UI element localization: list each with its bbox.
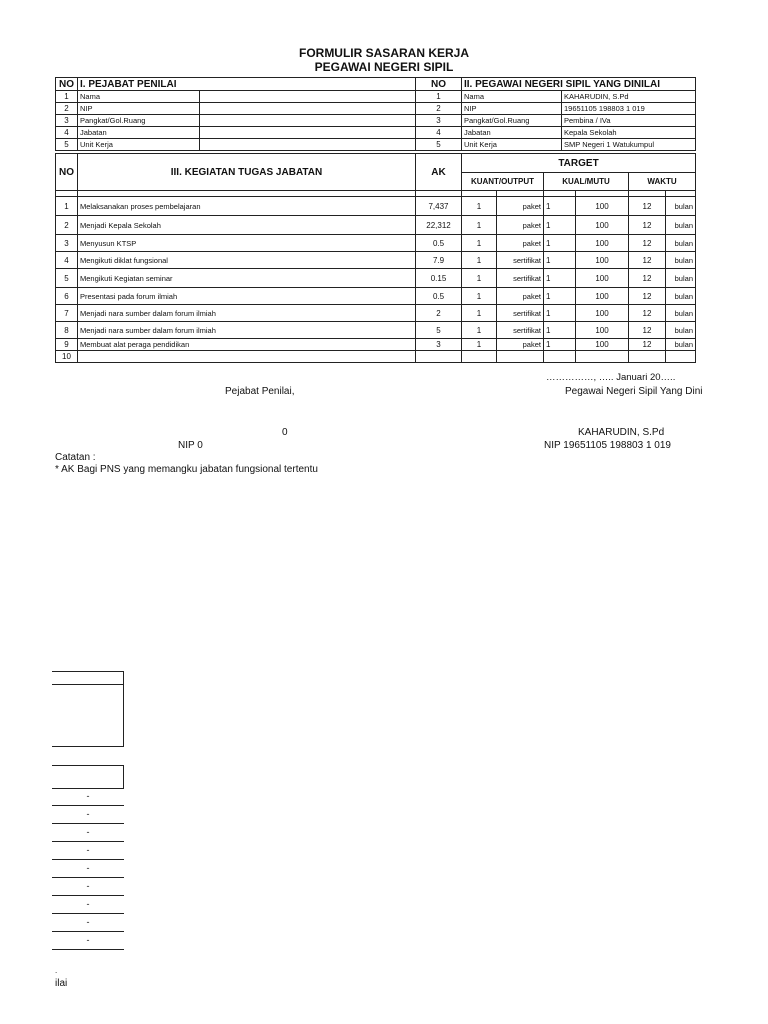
activity-mutu-a: 1 [544, 305, 576, 322]
activity-time: 12 [629, 339, 666, 351]
s1-row-value [200, 115, 416, 127]
activity-name: Menjadi nara sumber dalam forum ilmiah [78, 305, 416, 322]
activity-row [56, 339, 696, 351]
s1-row-label: Unit Kerja [78, 139, 200, 151]
activity-name: Mengikuti diklat fungsional [78, 252, 416, 269]
activity-time-unit: bulan [666, 305, 696, 322]
activity-name: Membuat alat peraga pendidikan [78, 339, 416, 351]
notes-line: * AK Bagi PNS yang memangku jabatan fungsional tertentu [55, 464, 318, 475]
activity-qty: 1 [462, 252, 497, 269]
officials-row [56, 139, 696, 151]
activity-time: 12 [629, 252, 666, 269]
activity-row [56, 252, 696, 269]
activity-ak: 0.15 [416, 269, 462, 288]
activity-no: 1 [56, 197, 78, 216]
activity-mutu-b: 100 [576, 322, 629, 339]
activity-mutu-a: 1 [544, 252, 576, 269]
activity-row [56, 322, 696, 339]
lower-fragment-box [52, 684, 124, 747]
waktu-header: WAKTU [629, 173, 696, 191]
activity-no: 3 [56, 235, 78, 252]
notes-label: Catatan : [55, 452, 96, 463]
activity-ak: 3 [416, 339, 462, 351]
activity-qty: 1 [462, 339, 497, 351]
activity-qty [462, 351, 497, 363]
s2-row-label: Pangkat/Gol.Ruang [462, 115, 562, 127]
activity-mutu-a: 1 [544, 216, 576, 235]
activity-name: Melaksanakan proses pembelajaran [78, 197, 416, 216]
activity-time-unit: bulan [666, 252, 696, 269]
activity-time: 12 [629, 305, 666, 322]
lower-dash-row: - [52, 824, 124, 842]
s2-row-no: 3 [416, 115, 462, 127]
kual-mutu-header: KUAL/MUTU [544, 173, 629, 191]
activity-no: 6 [56, 288, 78, 305]
activity-mutu-a: 1 [544, 288, 576, 305]
activity-qty: 1 [462, 322, 497, 339]
activity-time: 12 [629, 269, 666, 288]
activity-mutu-b: 100 [576, 252, 629, 269]
activity-mutu-a: 1 [544, 197, 576, 216]
s1-row-no: 2 [56, 103, 78, 115]
activity-qty: 1 [462, 235, 497, 252]
activity-mutu-a [544, 351, 576, 363]
activity-time [629, 351, 666, 363]
s1-row-label: Pangkat/Gol.Ruang [78, 115, 200, 127]
s2-row-value: Kepala Sekolah [562, 127, 696, 139]
s2-row-no: 4 [416, 127, 462, 139]
activity-mutu-a: 1 [544, 269, 576, 288]
activity-qty: 1 [462, 216, 497, 235]
lower-dash-row: - [52, 896, 124, 914]
activity-row [56, 269, 696, 288]
activity-ak: 0.5 [416, 288, 462, 305]
activity-row [56, 216, 696, 235]
form-title-line1: FORMULIR SASARAN KERJA [298, 46, 469, 60]
activity-mutu-a: 1 [544, 322, 576, 339]
activity-ak: 7.9 [416, 252, 462, 269]
officials-table [55, 77, 696, 151]
activity-rows [56, 197, 696, 363]
signature-date: ……………, ….. Januari 20….. [546, 372, 676, 383]
lower-fragment-box [52, 671, 124, 685]
activity-qty: 1 [462, 269, 497, 288]
activity-qty: 1 [462, 197, 497, 216]
activity-mutu-b [576, 351, 629, 363]
activity-no: 9 [56, 339, 78, 351]
activity-name: Menjadi nara sumber dalam forum ilmiah [78, 322, 416, 339]
activity-row [56, 288, 696, 305]
officials-row [56, 115, 696, 127]
activities-header-row [56, 154, 696, 173]
target-header: TARGET [462, 154, 696, 173]
activity-mutu-a: 1 [544, 339, 576, 351]
s2-row-value: Pembina / IVa [562, 115, 696, 127]
activity-row [56, 235, 696, 252]
s2-row-label: NIP [462, 103, 562, 115]
section2-no-header: NO [416, 78, 462, 91]
activity-no: 4 [56, 252, 78, 269]
activity-name: Presentasi pada forum ilmiah [78, 288, 416, 305]
lower-dash-row: - [52, 788, 124, 806]
activity-time-unit: bulan [666, 197, 696, 216]
s2-row-no: 5 [416, 139, 462, 151]
section1-no-header: NO [56, 78, 78, 91]
left-signatory-nip: NIP 0 [178, 440, 203, 451]
s2-row-no: 1 [416, 91, 462, 103]
activity-unit: sertifikat [497, 269, 544, 288]
activity-mutu-b: 100 [576, 197, 629, 216]
lower-dash-row: - [52, 860, 124, 878]
lower-fragment-box [52, 765, 124, 789]
left-signatory-title: Pejabat Penilai, [225, 386, 295, 397]
officials-row [56, 103, 696, 115]
s2-row-value: 19651105 198803 1 019 [562, 103, 696, 115]
activity-row [56, 305, 696, 322]
activity-unit: sertifikat [497, 322, 544, 339]
section1-title: I. PEJABAT PENILAI [78, 78, 416, 91]
s1-row-no: 5 [56, 139, 78, 151]
lower-dash-row: - [52, 842, 124, 860]
s1-row-value [200, 127, 416, 139]
activity-name: Mengikuti Kegiatan seminar [78, 269, 416, 288]
s1-row-value [200, 103, 416, 115]
activity-row [56, 197, 696, 216]
officials-row [56, 127, 696, 139]
activity-time: 12 [629, 216, 666, 235]
s2-row-label: Nama [462, 91, 562, 103]
activity-unit: sertifikat [497, 305, 544, 322]
activity-mutu-b: 100 [576, 216, 629, 235]
activity-mutu-b: 100 [576, 269, 629, 288]
activity-mutu-a: 1 [544, 235, 576, 252]
s1-row-label: Nama [78, 91, 200, 103]
activity-mutu-b: 100 [576, 339, 629, 351]
activity-time-unit: bulan [666, 216, 696, 235]
right-signatory-title: Pegawai Negeri Sipil Yang Dini [565, 386, 703, 397]
activity-mutu-b: 100 [576, 305, 629, 322]
s2-row-value: KAHARUDIN, S.Pd [562, 91, 696, 103]
activity-unit: paket [497, 235, 544, 252]
lower-fragment-dot: . [55, 966, 58, 975]
activity-no: 10 [56, 351, 78, 363]
activity-time: 12 [629, 197, 666, 216]
activity-time-unit: bulan [666, 339, 696, 351]
activity-no: 8 [56, 322, 78, 339]
s1-row-no: 4 [56, 127, 78, 139]
activity-time-unit [666, 351, 696, 363]
section2-title: II. PEGAWAI NEGERI SIPIL YANG DINILAI [462, 78, 696, 91]
lower-dash-row: - [52, 878, 124, 896]
activity-no: 5 [56, 269, 78, 288]
kuant-output-header: KUANT/OUTPUT [462, 173, 544, 191]
form-title-line2: PEGAWAI NEGERI SIPIL [314, 60, 454, 74]
activity-time: 12 [629, 235, 666, 252]
activity-ak: 5 [416, 322, 462, 339]
activity-unit: sertifikat [497, 252, 544, 269]
activity-qty: 1 [462, 288, 497, 305]
activity-name: Menjadi Kepala Sekolah [78, 216, 416, 235]
activity-unit: paket [497, 216, 544, 235]
right-signatory-name: KAHARUDIN, S.Pd [578, 427, 665, 438]
lower-fragment-text: ilai [55, 978, 68, 989]
activities-table [55, 153, 696, 363]
activity-name [78, 351, 416, 363]
activity-time-unit: bulan [666, 269, 696, 288]
activity-ak: 22,312 [416, 216, 462, 235]
activity-time-unit: bulan [666, 288, 696, 305]
right-signatory-nip: NIP 19651105 198803 1 019 [544, 440, 671, 451]
activity-mutu-b: 100 [576, 288, 629, 305]
activity-ak [416, 351, 462, 363]
officials-header-row [56, 78, 696, 91]
left-signatory-name: 0 [282, 427, 288, 438]
activity-row [56, 351, 696, 363]
activity-unit: paket [497, 339, 544, 351]
activity-unit: paket [497, 197, 544, 216]
lower-dash-row: - [52, 914, 124, 932]
s2-row-label: Unit Kerja [462, 139, 562, 151]
lower-dash-row: - [52, 806, 124, 824]
activity-ak: 7,437 [416, 197, 462, 216]
s1-row-value [200, 91, 416, 103]
activity-time: 12 [629, 288, 666, 305]
s1-row-no: 3 [56, 115, 78, 127]
activity-ak: 0.5 [416, 235, 462, 252]
s1-row-no: 1 [56, 91, 78, 103]
lower-dash-list [52, 788, 124, 950]
activity-time-unit: bulan [666, 322, 696, 339]
activity-unit: paket [497, 288, 544, 305]
s1-row-label: Jabatan [78, 127, 200, 139]
lower-dash-row: - [52, 932, 124, 950]
activity-time: 12 [629, 322, 666, 339]
s2-row-no: 2 [416, 103, 462, 115]
s1-row-label: NIP [78, 103, 200, 115]
activity-ak: 2 [416, 305, 462, 322]
activity-qty: 1 [462, 305, 497, 322]
activity-unit [497, 351, 544, 363]
s2-row-label: Jabatan [462, 127, 562, 139]
activities-no-header: NO [56, 154, 78, 191]
activities-title: III. KEGIATAN TUGAS JABATAN [78, 154, 416, 191]
activity-no: 2 [56, 216, 78, 235]
activity-name: Menyusun KTSP [78, 235, 416, 252]
s1-row-value [200, 139, 416, 151]
activity-no: 7 [56, 305, 78, 322]
activity-mutu-b: 100 [576, 235, 629, 252]
activity-time-unit: bulan [666, 235, 696, 252]
s2-row-value: SMP Negeri 1 Watukumpul [562, 139, 696, 151]
officials-row [56, 91, 696, 103]
ak-header: AK [416, 154, 462, 191]
